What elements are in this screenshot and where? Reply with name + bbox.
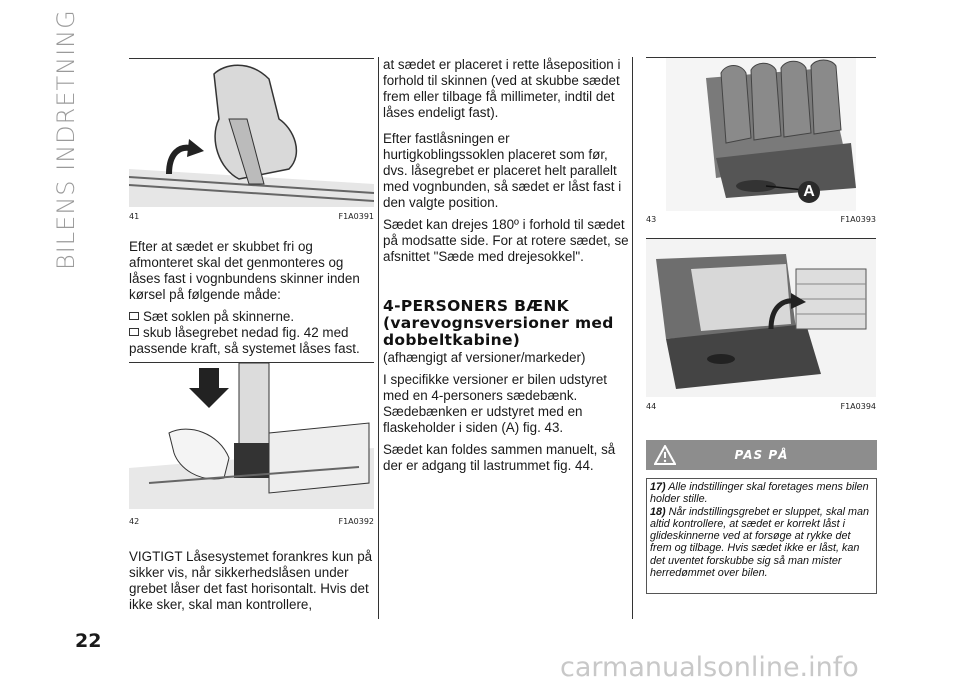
paragraph: Efter at sædet er skubbet fri og afmonteret skal det genmonteres og låses fast i vognbundens skinner inden kørsel på følgende måde: [129,239,360,302]
paragraph: Sædet kan drejes 180º i forhold til sædet på modsatte side. For at rotere sædet, se afsnittet "Sæde med drejesokkel". [383,217,629,264]
warning-label: PAS PÅ [734,448,789,462]
figure-41-image [129,59,374,207]
figure-43-image [646,58,876,211]
figure-code: F1A0391 [338,212,374,221]
col1-text-block-2 [129,549,379,619]
figure-41-caption [129,212,374,222]
paragraph: Efter fastlåsningen er hurtigkoblingssoklen placeret som før, dvs. låsegrebet er placeret helt parallelt med vognbunden, så sædet er låst fast i den valgte position. [383,131,622,210]
warning-header [646,440,877,470]
callout-a: A [798,181,820,203]
col2-text-block-2 [383,350,631,480]
paragraph: Sædet kan foldes sammen manuelt, så der er adgang til lastrummet fig. 44. [383,442,616,473]
page-number: 22 [75,630,102,652]
note-number: 17) [650,481,666,493]
warning-text [650,481,874,579]
paragraph: I specifikke versioner er bilen udstyret med en 4-personers sædebænk. Sædebænken er udstyret med en flaskeholder i siden (A) fig. 43. [383,372,608,435]
figure-number: 42 [129,517,140,526]
paragraph: (afhængigt af versioner/markeder) [383,350,586,365]
figure-code: F1A0392 [338,517,374,526]
warning-note [650,506,874,580]
figure-42-caption [129,517,374,527]
note-text: Alle indstillinger skal foretages mens bilen holder stille. [650,481,869,506]
figure-44-caption [646,402,876,412]
bullet-item: Sæt soklen på skinnerne. [129,309,377,325]
section-title: BILENS INDRETNING [52,9,80,270]
note-number: 18) [650,505,666,518]
figure-code: F1A0394 [840,402,876,411]
figure-44-image [646,239,876,397]
paragraph: at sædet er placeret i rette låseposition i forhold til skinnen (ved at skubbe sædet frem eller tilbage få millimeter, indtil det låses endeligt fast). [383,57,621,120]
paragraph: VIGTIGT Låsesystemet forankres kun på sikker vis, når sikkerhedslåsen under grebet låser det fast horisontalt. Hvis det ikke sker, skal man kontrollere, [129,549,373,612]
column-divider [632,57,633,619]
figure-42-image [129,363,374,509]
figure-number: 44 [646,402,657,411]
column-divider [378,57,379,619]
col1-text-block [129,239,377,357]
note-text: Når indstillingsgrebet er sluppet, skal man altid kontrollere, at sædet er korrekt låst i glideskinnerne ved at forsøge at rykke det frem og tilbage. Hvis sædet ikke er låst, kan det uventet forskubbe sig så man mister herredømmet over bilen. [650,505,870,580]
section-heading: 4-PERSONERS BÆNK (varevognsversioner med dobbeltkabine) [383,297,614,349]
col2-text-block [383,57,631,271]
figure-number: 41 [129,212,140,221]
figure-43-caption [646,215,876,225]
figure-number: 43 [646,215,657,224]
watermark: carmanualsonline.info [560,652,859,683]
figure-code: F1A0393 [840,215,876,224]
bullet-item: skub låsegrebet nedad fig. 42 med passende kraft, så systemet låses fast. [129,325,377,357]
warning-note [650,481,874,506]
